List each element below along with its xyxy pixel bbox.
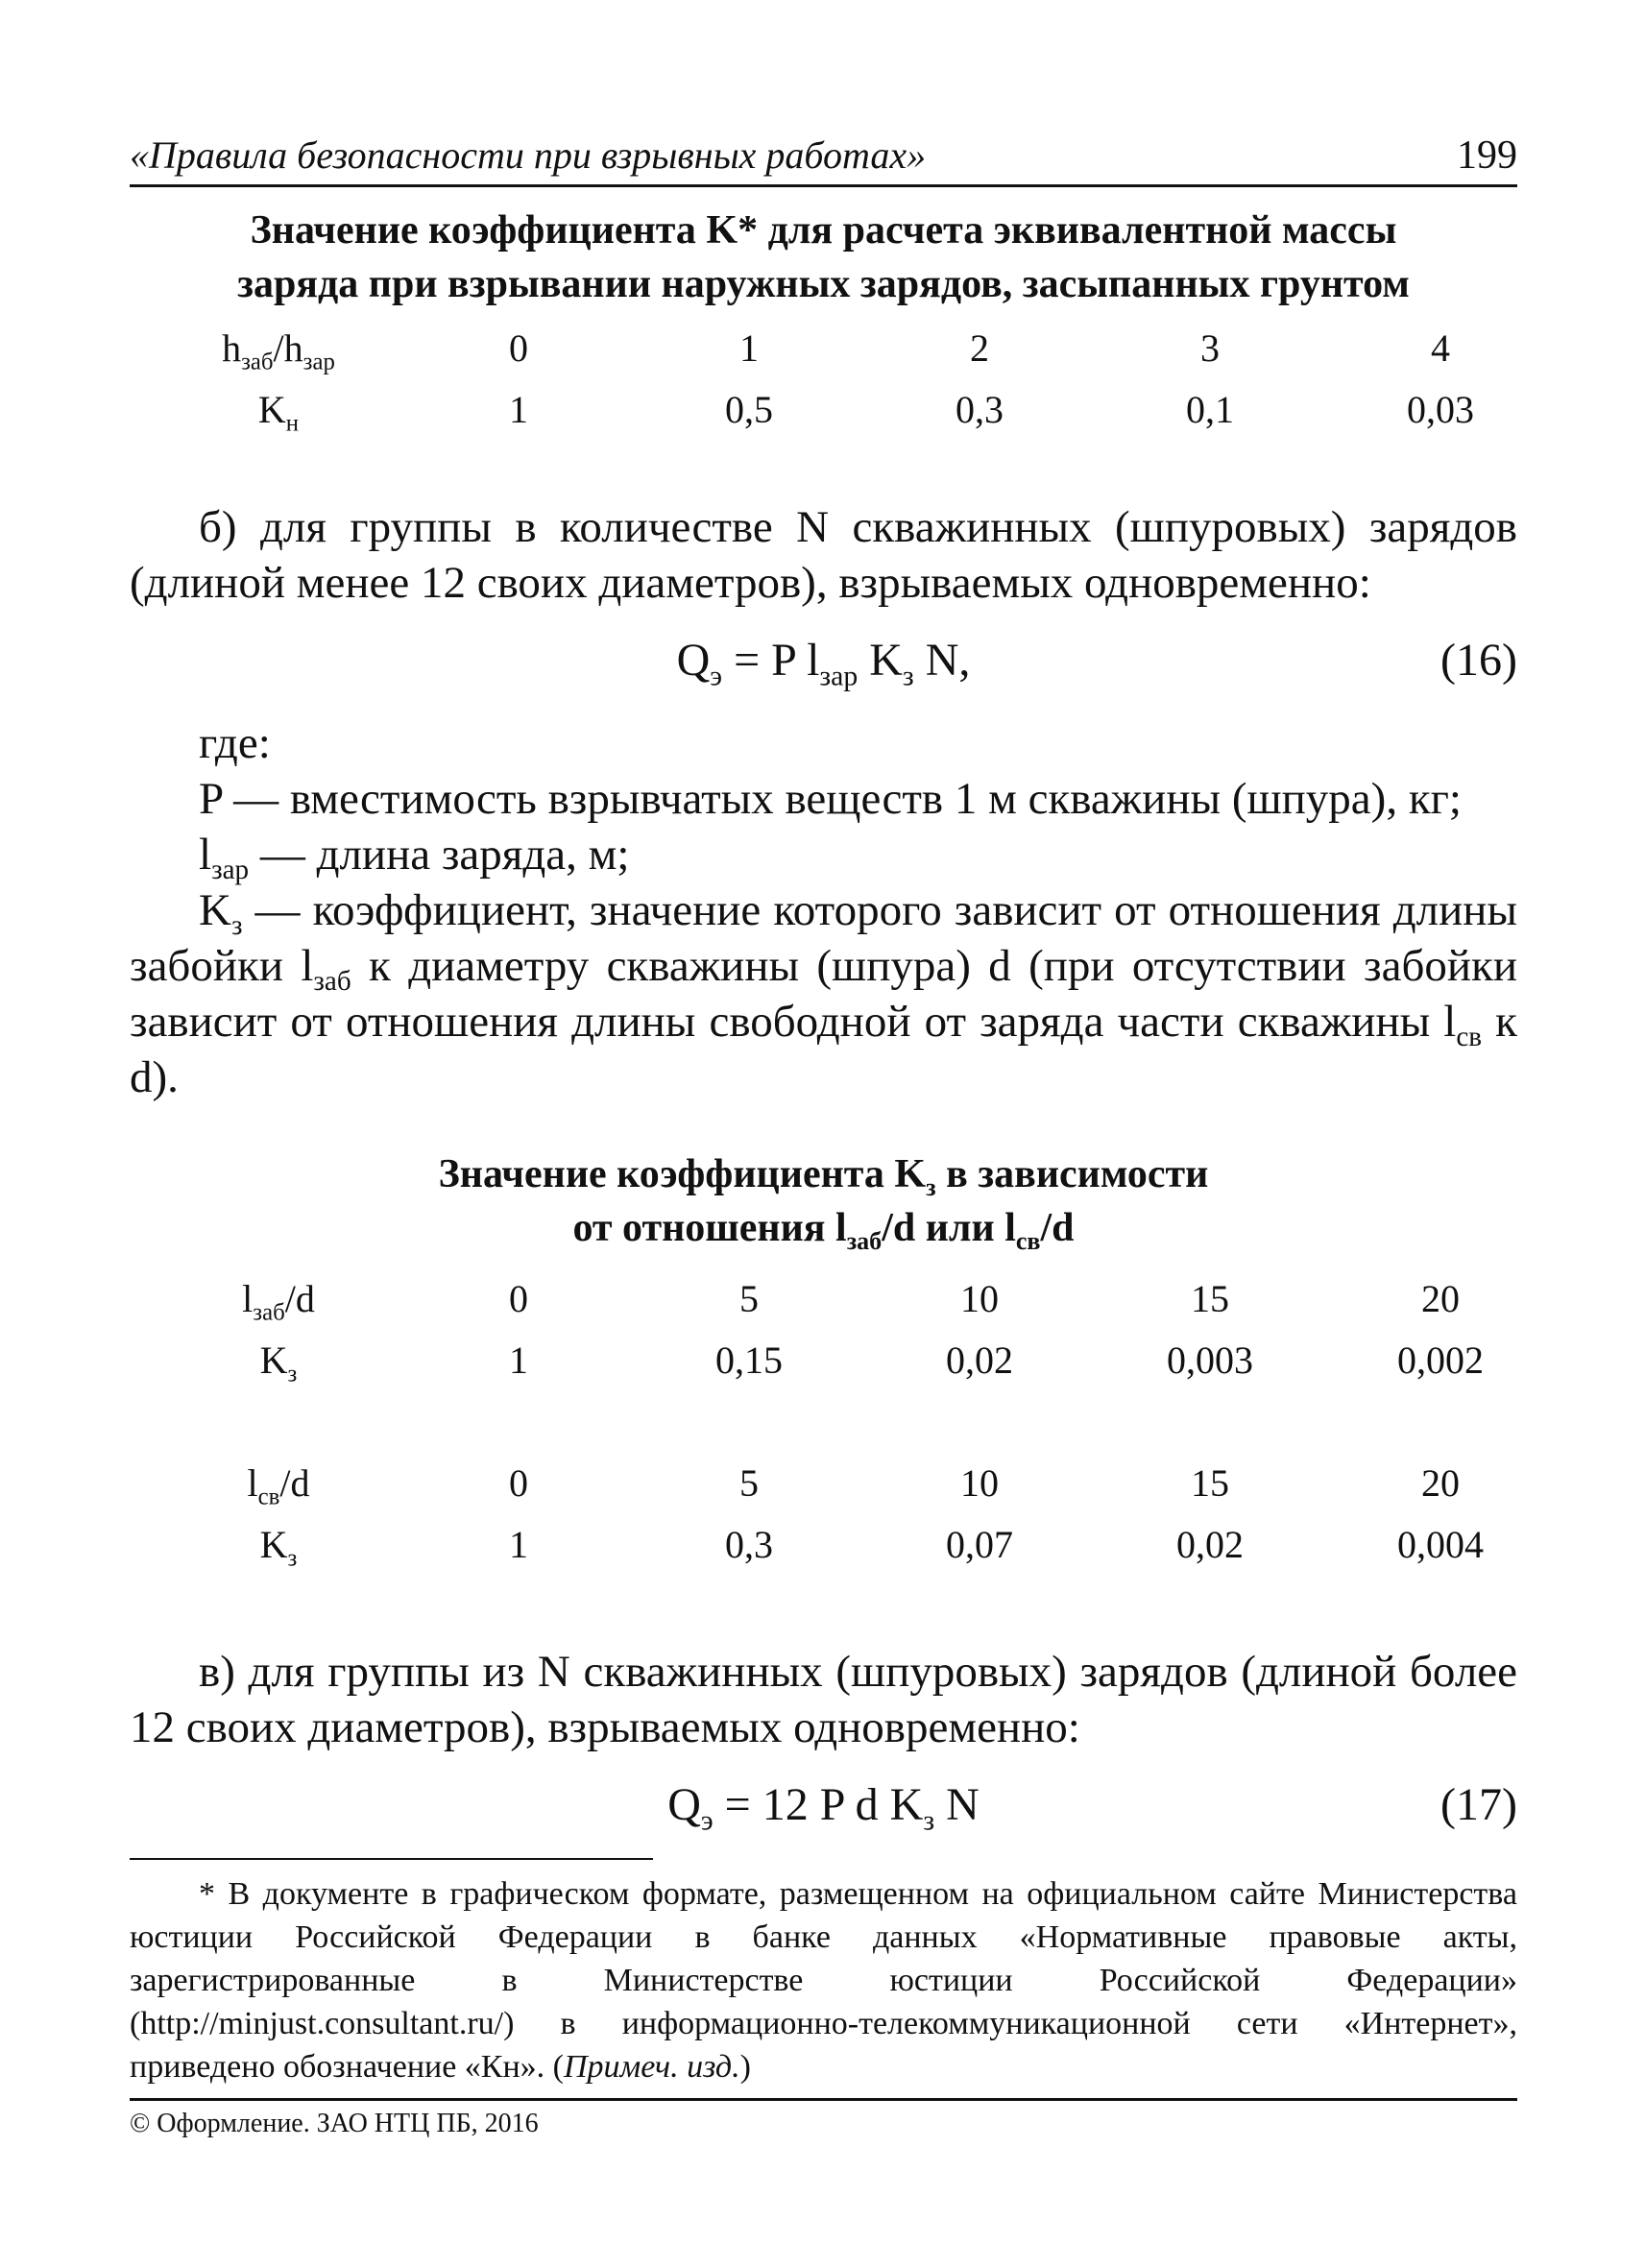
table2a-cell: 5 (739, 1276, 759, 1320)
formula-17-number: (17) (1440, 1779, 1517, 1830)
section-c-paragraph (130, 1644, 1517, 1755)
definition-l: $l_{зар}$ — длина заряда, м; (199, 830, 630, 886)
table2a-cell: 0,15 (715, 1338, 783, 1382)
editor-note: Примеч. изд. (564, 2049, 740, 2085)
table2b-row-label: $l_{св}/d$ (247, 1460, 310, 1510)
copyright: © Оформление. ЗАО НТЦ ПБ, 2016 (130, 2109, 539, 2138)
table1 (154, 317, 1556, 440)
table2-caption (130, 1147, 1517, 1255)
table2a-cell: 20 (1421, 1276, 1460, 1320)
table1-cell: 3 (1200, 326, 1220, 370)
table1-cell: 1 (509, 387, 528, 431)
table2b-cell: 0 (509, 1460, 528, 1505)
footnote-rule (130, 1858, 653, 1860)
table2b-cell: 10 (960, 1460, 999, 1505)
table1-cell: 0,5 (725, 387, 773, 431)
footer-rule (130, 2098, 1517, 2101)
table2a-cell: 15 (1191, 1276, 1229, 1320)
section-b-text: б) для группы в количестве N скважинных (шпуровых) зарядов (длиной менее 12 своих диаметров), взрываемых одновременно: (130, 502, 1517, 608)
table1-cell: 0,3 (956, 387, 1004, 431)
table2b-cell: 0,004 (1397, 1522, 1484, 1566)
table2-caption-line1: Значение коэффициента $K_з$ в зависимости (438, 1152, 1209, 1202)
table2-caption-line2: от отношения $l_{заб}/d$ или $l_{св}/d$ (572, 1206, 1075, 1256)
formula-16-number: (16) (1440, 635, 1517, 686)
table2b-cell: 0,07 (946, 1522, 1013, 1566)
table2a-cell: 0,02 (946, 1338, 1013, 1382)
book-title: «Правила безопасности при взрывных работах» (130, 133, 927, 177)
section-b-paragraph (130, 499, 1517, 611)
table1-row-coefficient (154, 378, 1556, 440)
table2a (154, 1267, 1556, 1390)
table1-cell: 1 (739, 326, 759, 370)
table2b-row-ratio (154, 1452, 1556, 1513)
formula-17 (130, 1778, 1517, 1836)
table2b-cell: 0,02 (1176, 1522, 1244, 1566)
table2a-row-ratio (154, 1267, 1556, 1329)
table2b-cell: 1 (509, 1522, 528, 1566)
table1-caption-line2: заряда при взрывании наружных зарядов, засыпанных грунтом (237, 262, 1410, 306)
table2a-row-label: $K_з$ (259, 1338, 298, 1387)
table1-caption-line1: Значение коэффициента K* для расчета эквивалентной массы (250, 208, 1397, 253)
table2b-cell: 0,3 (725, 1522, 773, 1566)
page-number: 199 (1457, 133, 1517, 178)
table1-cell: 0,03 (1407, 387, 1474, 431)
table2a-cell: 0,003 (1167, 1338, 1253, 1382)
table1-caption (130, 204, 1517, 311)
table2a-cell: 0,002 (1397, 1338, 1484, 1382)
definitions (130, 715, 1517, 1105)
formula-16 (130, 634, 1517, 691)
table2b-cell: 20 (1421, 1460, 1460, 1505)
table1-row-ratio (154, 317, 1556, 378)
table2a-cell: 1 (509, 1338, 528, 1382)
footnote (130, 1872, 1517, 2088)
formula-17-expression: $Q_э = 12$ P d $K_з$ N (667, 1779, 980, 1837)
formula-16-expression: $Q_э = P$ $l_{зар}$ $K_з$ N, (676, 635, 971, 692)
table2b-row-coefficient (154, 1513, 1556, 1575)
table2b-cell: 5 (739, 1460, 759, 1505)
footnote-text: * В документе в графическом формате, размещенном на официальном сайте Министерства юстиции Российской Федерации в банке данных «Нормативные правовые акты, зарегистрированные в Министерстве юстиции Российской Федерации» (http://minjust.consultant.ru/) в информационно-телекоммуникационной сети «Интернет», приведено обозначение «Кн». (Примеч. изд.) (130, 1876, 1517, 2085)
table1-cell: 4 (1431, 326, 1450, 370)
definition-p: P — вместимость взрывчатых веществ 1 м скважины (шпура), кг; (199, 774, 1462, 824)
table2b-cell: 15 (1191, 1460, 1229, 1505)
table2a-row-label: $l_{заб}/d$ (242, 1276, 315, 1326)
table1-row-label: $h_{заб}/h_{зар}$ (222, 326, 335, 375)
table1-cell: 0 (509, 326, 528, 370)
table2b (154, 1452, 1556, 1575)
table2a-cell: 10 (960, 1276, 999, 1320)
table1-row-label: $K_н$ (257, 387, 300, 437)
running-head (130, 133, 1517, 187)
section-c-text: в) для группы из N скважинных (шпуровых) зарядов (длиной более 12 своих диаметров), взрываемых одновременно: (130, 1647, 1517, 1752)
table1-cell: 0,1 (1186, 387, 1234, 431)
table2a-cell: 0 (509, 1276, 528, 1320)
table2a-row-coefficient (154, 1329, 1556, 1390)
table2b-row-label: $K_з$ (259, 1522, 298, 1572)
definition-k: $K_з$ — коэффициент, значение которого зависит от отношения длины забойки $l_{заб}$ к диаметру скважины (шпура) d (при отсутствии забойки зависит от отношения длины свободной от заряда части скважины $l_{св}$ к d). (130, 885, 1517, 1102)
where-label: где: (199, 718, 271, 768)
table1-cell: 2 (970, 326, 989, 370)
